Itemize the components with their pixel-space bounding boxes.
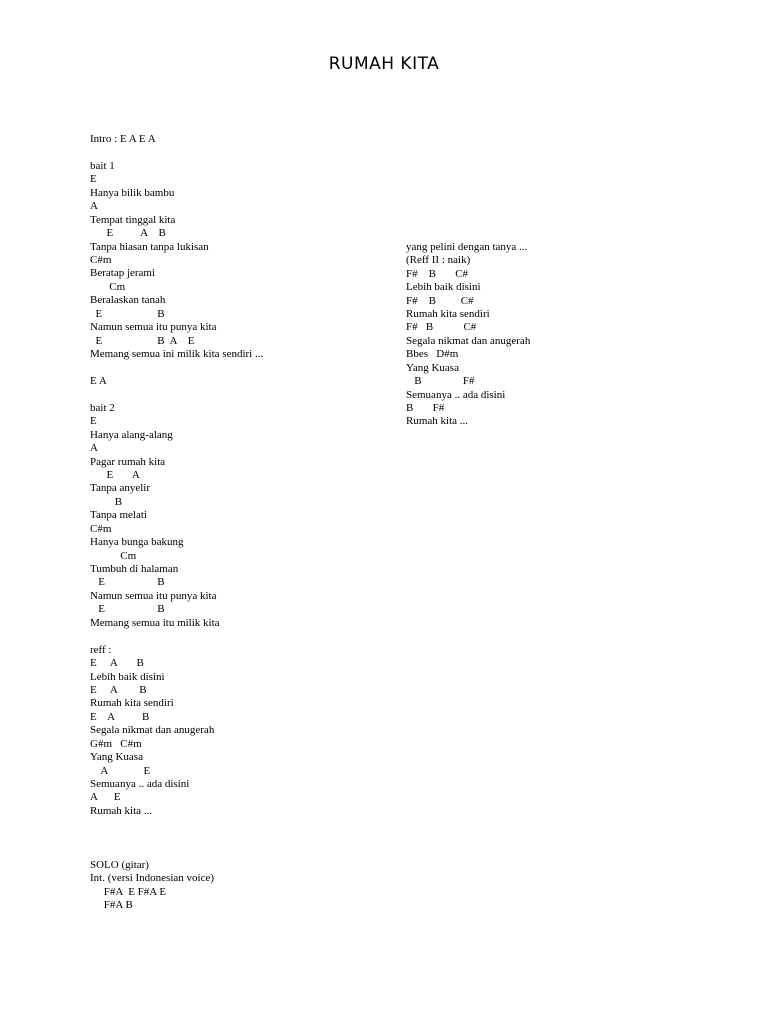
blank-line [90, 146, 263, 159]
chord-line: E B [90, 307, 165, 320]
blank-line [90, 388, 263, 401]
lyric-line: Hanya alang-alang [90, 428, 173, 441]
blank-line [90, 361, 263, 374]
chord-line: B F# [406, 402, 445, 415]
chord-line: E A B [90, 710, 150, 723]
lyric-line: reff : [90, 643, 112, 656]
lyric-line: Yang Kuasa [90, 751, 143, 764]
lyric-line: Namun semua itu punya kita [90, 589, 217, 602]
blank-line [90, 630, 263, 643]
lyric-line: Memang semua itu milik kita [90, 616, 220, 629]
blank-line [90, 818, 263, 831]
chord-line: F#A B [90, 898, 133, 911]
chord-line: E [90, 173, 97, 186]
blank-line [90, 832, 263, 845]
chord-line: A E [90, 791, 121, 804]
chord-line: E B [90, 576, 165, 589]
lyric-line: Hanya bunga bakung [90, 536, 184, 549]
chord-line: C#m [90, 253, 112, 266]
chord-line: Cm [90, 280, 126, 293]
chord-line: E A [90, 468, 140, 481]
lyric-line: Segala nikmat dan anugerah [406, 334, 531, 347]
chord-line: E A B [90, 227, 166, 240]
chord-line: E B A E [90, 334, 195, 347]
page-title: RUMAH KITA [328, 54, 440, 74]
left-column [90, 133, 263, 912]
chord-line: F# B C# [406, 267, 469, 280]
chord-line: E A B [90, 683, 147, 696]
chord-line: F# B C# [406, 294, 474, 307]
chord-line: F# B C# [406, 321, 477, 334]
clipped-lyric-line: yang pelini dengan tanya ... [406, 241, 528, 254]
lyric-line: Intro : E A E A [90, 133, 156, 145]
chord-line: E A B [90, 657, 144, 670]
chord-line: G#m C#m [90, 737, 142, 750]
lyric-line: Memang semua ini milik kita sendiri ... [90, 348, 264, 360]
lyric-line: Beratap jerami [90, 267, 156, 280]
lyric-line: Semuanya .. ada disini [90, 778, 190, 790]
lyric-line: Rumah kita sendiri [90, 697, 174, 710]
chord-line: E B [90, 603, 165, 616]
chord-line: A [90, 442, 98, 455]
lyric-line: Namun semua itu punya kita [90, 321, 217, 334]
lyric-line: Tanpa hiasan tanpa lukisan [90, 240, 209, 253]
lyric-line: Lebih baik disini [406, 281, 481, 294]
lyric-line: Rumah kita ... [90, 804, 153, 817]
chord-line: A E [90, 764, 151, 777]
lyric-line: Lebih baik disini [90, 670, 165, 683]
chord-line: B F# [406, 375, 475, 388]
lyric-line: Tanpa melati [90, 509, 147, 522]
lyric-line: Tanpa anyelir [90, 482, 151, 495]
lyric-line: Tumbuh di halaman [90, 563, 179, 575]
chord-line: A [90, 200, 98, 213]
lyric-line: Yang Kuasa [406, 361, 459, 374]
right-column [406, 187, 530, 429]
lyric-line: Pagar rumah kita [90, 455, 166, 468]
blank-line [90, 845, 263, 858]
lyric-line: Beralaskan tanah [90, 294, 166, 307]
chord-line: C#m [90, 522, 112, 535]
chord-line: F#A E F#A E [90, 885, 167, 898]
lyric-line: bait 2 [90, 401, 115, 414]
lyric-line: (Reff II : naik) [406, 254, 471, 267]
chord-line: Cm [90, 549, 137, 562]
chord-line: Bbes D#m [406, 348, 459, 361]
lyric-line: Rumah kita sendiri [406, 307, 490, 320]
lyric-line: Hanya bilik bambu [90, 186, 175, 199]
lyric-line: bait 1 [90, 159, 115, 172]
lyric-line: SOLO (gitar) [90, 858, 149, 871]
chord-line: E [90, 415, 97, 428]
lyric-line: Rumah kita ... [406, 415, 469, 428]
lyric-line: Segala nikmat dan anugerah [90, 724, 215, 737]
lyric-line: Int. (versi Indonesian voice) [90, 872, 215, 885]
lyric-line: Tempat tinggal kita [90, 213, 176, 226]
chord-line: E A [90, 374, 107, 387]
lyric-line: Semuanya .. ada disini [406, 388, 506, 401]
chord-line: B [90, 495, 123, 508]
